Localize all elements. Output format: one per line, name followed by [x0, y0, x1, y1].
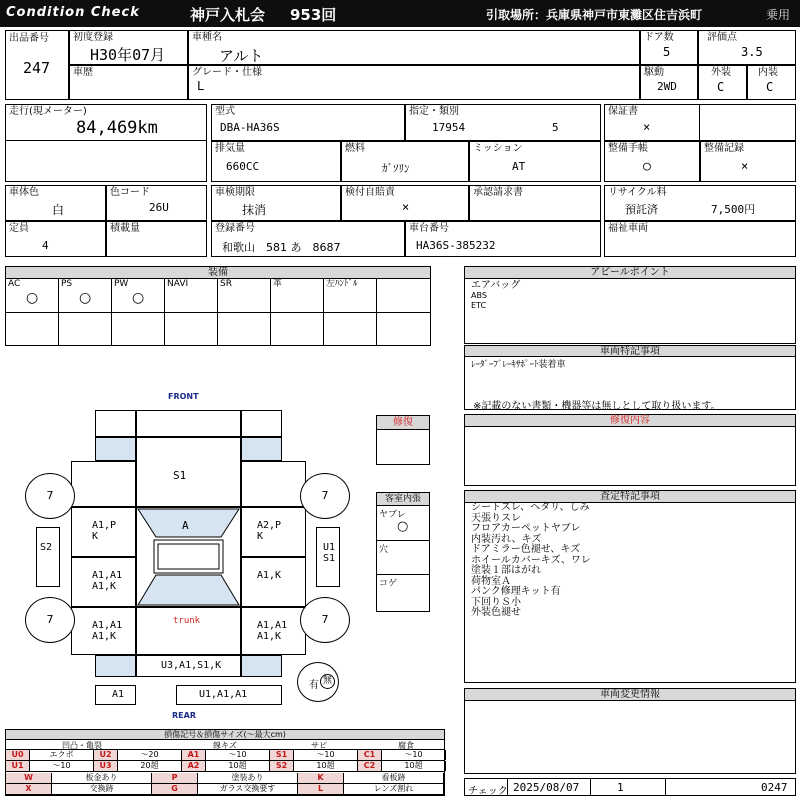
legend-group: 腐食: [398, 741, 414, 750]
int-value: C: [766, 80, 774, 94]
check-code: 0247: [761, 781, 788, 794]
inspection-box: [464, 502, 796, 683]
welfare-label: 福祉車両: [608, 223, 648, 234]
int-label: 内装: [758, 67, 778, 78]
right-mid-damage: A1,K: [257, 570, 282, 581]
legend-code: C1: [358, 750, 382, 760]
mileage-box: [5, 104, 207, 182]
disp-label: 排気量: [215, 143, 245, 154]
ext-label: 外装: [711, 67, 731, 78]
disp-box: [211, 141, 341, 182]
legend-code: A2: [182, 761, 206, 771]
manual-label: 整備手帳: [608, 143, 648, 154]
mileage-divider: [6, 140, 206, 141]
first-reg-value: H30年07月: [90, 46, 166, 64]
inspection-line: ドアミラー色褪せ、キズ: [471, 544, 581, 555]
equipment-cell: [165, 279, 218, 345]
warranty-label: 保証書: [608, 106, 638, 117]
score-value: 3.5: [741, 45, 763, 59]
interior-ana: 穴: [379, 545, 389, 555]
mission-value: AT: [512, 160, 526, 173]
ext-value: C: [717, 80, 725, 94]
appeal-box: [464, 278, 796, 344]
legend-code: A1: [182, 750, 206, 760]
spare-mark: 無: [320, 674, 335, 689]
record-value: ×: [741, 159, 749, 173]
mileage-value: 84,469km: [76, 118, 158, 138]
legend-desc: 10超: [294, 761, 358, 771]
taillight-left: [95, 655, 136, 677]
repair-box: [376, 415, 430, 465]
windshield-damage: A: [182, 519, 189, 532]
rear-bumper-damage: U3,A1,S1,K: [161, 660, 222, 671]
legend-desc: 10超: [206, 761, 270, 771]
left-sill-damage: S2: [40, 542, 53, 553]
equipment-title: 装備: [5, 266, 431, 279]
category-label: 乗用: [766, 8, 791, 22]
spare-label: 有: [309, 680, 319, 691]
legend-desc: 〜10: [382, 750, 446, 760]
legend-code: X: [6, 784, 52, 794]
inspection-line: フロアカーペットヤブレ: [471, 523, 581, 534]
check-date: 2025/08/07: [513, 781, 580, 794]
model-value: DBA-HA36S: [220, 121, 280, 134]
lot-label: 出品番号: [9, 33, 49, 44]
left-rear-damage: A1,A1 A1,K: [92, 620, 123, 642]
inspection-line: 塗装１部はがれ: [471, 565, 541, 576]
mission-box: [469, 141, 601, 182]
inspect-box: [211, 185, 341, 221]
disp-value: 660CC: [226, 160, 260, 173]
color-label: 車体色: [9, 187, 39, 198]
fuel-label: 燃料: [345, 143, 365, 154]
chassis-label: 車台番号: [409, 223, 449, 234]
pickup-location: 引取場所：兵庫県神戸市東灘区住吉浜町: [486, 8, 703, 22]
tire-front-left: [25, 473, 75, 519]
rear-left-panel: [95, 685, 136, 705]
manual-box: [604, 141, 700, 182]
legend-desc: 看板跡: [344, 773, 444, 783]
record-label: 整備記録: [704, 143, 744, 154]
equip-name: NAVI: [167, 279, 189, 289]
interior-box: [376, 492, 430, 612]
legend-code: C2: [358, 761, 382, 771]
front-bumper-left: [95, 410, 136, 437]
tire-value: 7: [321, 613, 329, 626]
auction-number: 953回: [290, 6, 337, 24]
drive-label: 駆動: [644, 67, 664, 78]
equip-name: PW: [114, 279, 129, 289]
tire-rear-right: [300, 597, 350, 643]
left-rear-door: [71, 557, 136, 607]
legend-groups: [6, 740, 444, 750]
load-box: [106, 221, 207, 257]
inspection-line: パンク修理キット有: [471, 586, 561, 597]
legend-code: U2: [94, 750, 118, 760]
doors-value: 5: [663, 45, 671, 59]
special-title: 車両特記事項: [464, 345, 796, 357]
inspection-title: 査定特記事項: [464, 490, 796, 503]
equipment-table: [5, 278, 431, 346]
approve-label: 承認請求書: [473, 187, 523, 198]
repair-label: 修復: [377, 416, 429, 430]
appeal-line: ETC: [471, 301, 487, 310]
front-label: FRONT: [168, 392, 199, 401]
code-value: 26U: [149, 201, 169, 214]
right-sill: [316, 527, 340, 587]
insure-value: ×: [402, 200, 410, 214]
model-box: [211, 104, 405, 141]
rear-right-panel: [176, 685, 282, 705]
capacity-label: 定員: [9, 223, 29, 234]
recycle-state: 預託済: [625, 203, 658, 216]
rear-label: REAR: [172, 711, 196, 720]
interior-koge: コゲ: [379, 579, 398, 589]
spare-tire: [297, 662, 339, 702]
chassis-value: HA36S-385232: [416, 239, 496, 252]
legend-desc: 交換跡: [52, 784, 152, 794]
equip-name: SR: [220, 279, 232, 289]
left-mid-damage: A1,A1 A1,K: [92, 570, 123, 592]
inspection-line: 外装色褪せ: [471, 607, 521, 618]
legend-desc: ガラス交換要す: [198, 784, 298, 794]
inspect-value: 抹消: [242, 203, 267, 217]
legend-desc: 板金あり: [52, 773, 152, 783]
legend-code: G: [152, 784, 198, 794]
front-bumper-right: [241, 410, 282, 437]
mission-label: ミッション: [473, 143, 523, 154]
doors-box: [640, 30, 698, 65]
left-quarter: [71, 607, 136, 655]
repair-content-box: [464, 426, 796, 486]
chassis-box: [405, 221, 601, 257]
score-box: [698, 30, 796, 65]
ext-box: [698, 65, 747, 100]
check-row: [464, 778, 796, 796]
legend-code: K: [298, 773, 344, 783]
equipment-cell: [377, 279, 430, 312]
history-box: [69, 65, 188, 100]
name-label: 車種名: [192, 32, 222, 43]
equip-mark: ○: [79, 290, 92, 306]
equip-name: AC: [8, 279, 21, 289]
right-front-damage: A2,P K: [257, 520, 282, 542]
headlight-left: [95, 437, 136, 461]
legend-group: 線キズ: [213, 741, 237, 750]
legend-desc: 〜10: [294, 750, 358, 760]
code-box: [106, 185, 207, 221]
recycle-value: 7,500円: [711, 203, 756, 216]
inspection-line: ホイールカバーキズ、ワレ: [471, 554, 591, 566]
fuel-box: [341, 141, 469, 182]
warranty-value: ×: [643, 120, 651, 134]
right-quarter: [241, 607, 306, 655]
equipment-cell: [271, 279, 324, 345]
check-label: チェック: [468, 786, 508, 797]
legend-code: U1: [6, 761, 30, 771]
rear-left-damage: A1: [112, 689, 125, 700]
lot-value: 247: [23, 59, 51, 77]
legend-code: S1: [270, 750, 294, 760]
header-bar: [0, 0, 800, 27]
rear-right-damage: U1,A1,A1: [199, 689, 248, 700]
inspection-line: シートスレ、ヘタリ、しみ: [471, 502, 590, 513]
tire-value: 7: [321, 489, 329, 502]
legend-row: [6, 773, 444, 784]
inspection-line: 天張りスレ: [471, 512, 521, 524]
legend-desc: 10超: [382, 761, 446, 771]
legend-row: [6, 761, 444, 772]
capacity-box: [5, 221, 106, 257]
score-label: 評価点: [707, 32, 737, 43]
code-label: 色コード: [110, 187, 150, 198]
special-line: ﾚｰﾀﾞｰﾌﾞﾚｰｷｻﾎﾟｰﾄ装着車: [471, 360, 566, 370]
check-divider: [665, 779, 666, 795]
recycle-label: リサイクル料: [608, 187, 667, 198]
name-value: アルト: [219, 47, 264, 65]
roof-inner: [158, 544, 219, 569]
insure-label: 検付自賠責: [345, 187, 395, 198]
equipment-cell: [218, 279, 271, 345]
plate-label: 登録番号: [215, 223, 255, 234]
interior-yabure-mark: ○: [397, 519, 409, 534]
int-box: [747, 65, 796, 100]
right-front-door: [241, 507, 306, 557]
mileage-label: 走行(現メーター): [9, 106, 87, 117]
headlight-right: [241, 437, 282, 461]
appeal-title: アピールポイント: [464, 266, 796, 279]
lot-box: [5, 30, 69, 100]
inspection-line: 内装汚れ、キズ: [471, 533, 542, 545]
check-divider: [590, 779, 591, 795]
legend-code: L: [298, 784, 344, 794]
legend-group: 凹凸・亀裂: [62, 741, 102, 750]
change-box: [464, 700, 796, 774]
change-title: 車両変更情報: [464, 688, 796, 701]
interior-divider: [377, 574, 429, 575]
left-front-damage: A1,P K: [92, 520, 117, 542]
approve-box: [469, 185, 601, 221]
grade-box: [188, 65, 640, 100]
equipment-cell: [112, 279, 165, 345]
special-box: [464, 356, 796, 410]
doors-label: ドア数: [644, 32, 674, 43]
right-front-fender: [241, 461, 306, 507]
legend-desc: 20超: [118, 761, 182, 771]
tire-rear-left: [25, 597, 75, 643]
name-box: [188, 30, 640, 65]
equip-name: 革: [273, 279, 283, 289]
fuel-value: ｶﾞｿﾘﾝ: [382, 162, 410, 175]
special-note: ※記載のない書類・機器等は無しとして取り扱います。: [473, 401, 721, 412]
load-label: 積載量: [110, 223, 140, 234]
equipment-cell: [324, 279, 377, 345]
equipment-cell: [6, 279, 59, 345]
history-label: 車歴: [73, 67, 93, 78]
recycle-box: [604, 185, 796, 221]
legend-code: U3: [94, 761, 118, 771]
equip-mark: ○: [26, 290, 39, 306]
type-value1: 17954: [432, 121, 466, 134]
right-sill-damage: U1 S1: [322, 542, 336, 564]
front-bumper-center: [136, 410, 241, 437]
legend-table: [5, 739, 445, 796]
color-box: [5, 185, 106, 221]
right-rear-damage: A1,A1 A1,K: [257, 620, 288, 642]
legend-title: 損傷記号＆損傷サイズ(〜最大cm): [5, 729, 445, 740]
hood-damage: S1: [173, 469, 187, 482]
equipment-cell: [59, 279, 112, 345]
drive-box: [640, 65, 698, 100]
interior-yabure: ヤブレ: [379, 510, 406, 520]
grade-label: グレード・仕様: [192, 67, 262, 78]
legend-group: サビ: [311, 741, 327, 750]
warranty-divider: [699, 105, 700, 140]
type-value2: 5: [552, 121, 559, 134]
legend-desc: 塗装あり: [198, 773, 298, 783]
drive-value: 2WD: [657, 80, 677, 93]
appeal-line: エアバッグ: [471, 280, 521, 291]
appeal-line: ABS: [471, 291, 487, 300]
equip-name: 左ﾊﾝﾄﾞﾙ: [326, 279, 358, 289]
left-front-fender: [71, 461, 136, 507]
auction-name: 神戸入札会: [190, 6, 266, 24]
interior-divider: [377, 540, 429, 541]
taillight-right: [241, 655, 282, 677]
trunk-label: trunk: [173, 616, 201, 626]
right-rear-door: [241, 557, 306, 607]
welfare-box: [604, 221, 796, 257]
header-title: Condition Check: [6, 5, 140, 20]
rear-bumper: [136, 655, 241, 677]
rear-window: [138, 575, 239, 605]
legend-desc: 〜20: [118, 750, 182, 760]
plate-box: [211, 221, 405, 257]
legend-row: [6, 784, 444, 795]
insure-box: [341, 185, 469, 221]
check-divider: [507, 779, 508, 795]
tire-value: 7: [46, 613, 54, 626]
legend-code: U0: [6, 750, 30, 760]
capacity-value: 4: [42, 239, 49, 252]
inspection-line: 荷物室Ａ: [471, 575, 511, 587]
check-num: 1: [617, 781, 624, 794]
repair-title: 修復内容: [464, 414, 796, 427]
tire-front-right: [300, 473, 350, 519]
equip-mark: ○: [132, 290, 145, 306]
first-reg-label: 初度登録: [73, 32, 113, 43]
inspect-label: 車検期限: [215, 187, 255, 198]
trunk-area: [136, 607, 241, 655]
legend-desc: エクボ: [30, 750, 94, 760]
left-front-door: [71, 507, 136, 557]
equip-name: PS: [61, 279, 73, 289]
record-box: [700, 141, 796, 182]
type-box: [405, 104, 601, 141]
color-value: 白: [52, 203, 65, 217]
legend-desc: 〜10: [206, 750, 270, 760]
manual-value: ○: [643, 159, 651, 174]
left-sill: [36, 527, 60, 587]
hood-panel: [136, 437, 241, 507]
grade-value: L: [197, 79, 205, 93]
inspection-line: 下回りＳ小: [471, 596, 521, 608]
interior-title: 客室内張: [377, 493, 429, 506]
legend-code: P: [152, 773, 198, 783]
type-label: 指定・類別: [409, 106, 459, 117]
tire-value: 7: [46, 489, 54, 502]
model-label: 型式: [215, 106, 235, 117]
legend-code: W: [6, 773, 52, 783]
legend-row: [6, 750, 444, 761]
plate-value: 和歌山 581 あ 8687: [222, 241, 341, 254]
inspection-lines: [471, 503, 591, 619]
warranty-box: [604, 104, 796, 141]
legend-desc: 〜10: [30, 761, 94, 771]
legend-desc: レンズ割れ: [344, 784, 444, 794]
legend-code: S2: [270, 761, 294, 771]
first-reg-box: [69, 30, 188, 65]
